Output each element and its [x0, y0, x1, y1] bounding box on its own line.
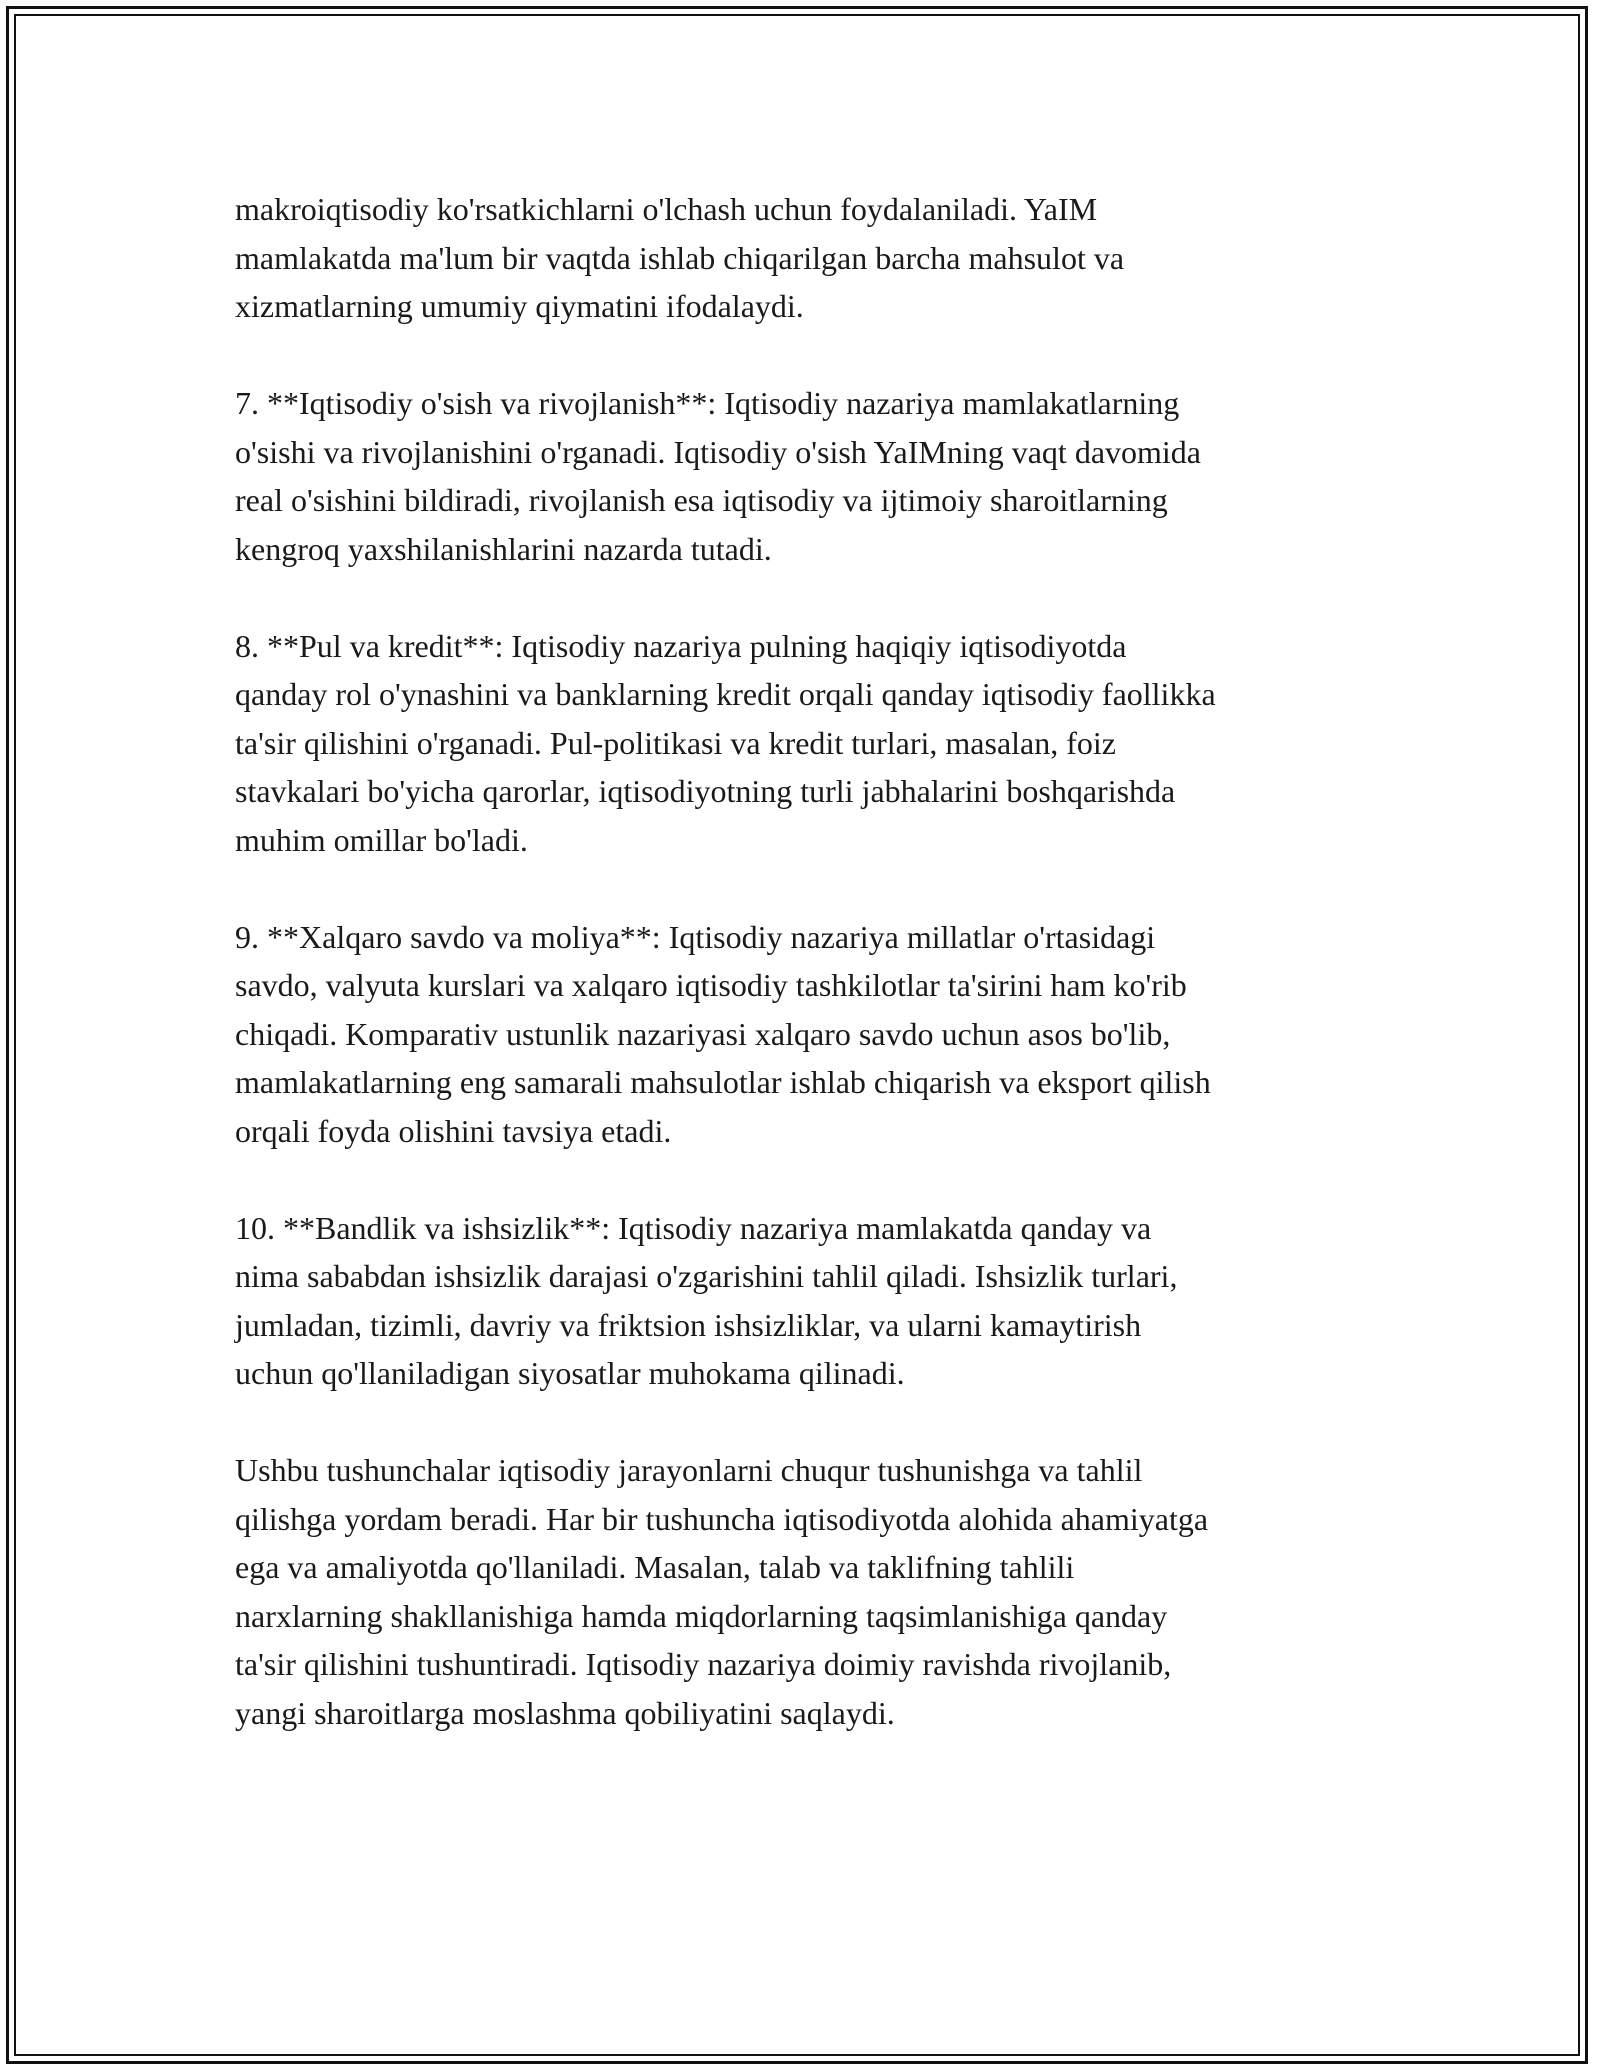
text-line: o'sishi va rivojlanishini o'rganadi. Iqtisodiy o'sish YaIMning vaqt davomida — [235, 433, 1201, 470]
text-line: muhim omillar bo'ladi. — [235, 821, 528, 858]
text-line: savdo, valyuta kurslari va xalqaro iqtisodiy tashkilotlar ta'sirini ham ko'rib — [235, 967, 1187, 1003]
text-line: kengroq yaxshilanishlarini nazarda tutadi. — [235, 530, 772, 567]
text-line: qilishga yordam beradi. Har bir tushuncha iqtisodiyotda alohida ahamiyatga — [235, 1500, 1209, 1537]
paragraph-item-7 — [235, 379, 1385, 573]
text-line: jumladan, tizimli, davriy va friktsion ishsizliklar, va ularni kamaytirish — [235, 1306, 1142, 1343]
paragraph-conclusion — [235, 1446, 1385, 1737]
text-line: ega va amaliyotda qo'llaniladi. Masalan, talab va taklifning tahlili — [235, 1549, 1075, 1585]
paragraph-item-8 — [235, 622, 1385, 865]
text-line: stavkalari bo'yicha qarorlar, iqtisodiyotning turli jabhalarini boshqarishda — [235, 773, 1176, 809]
text-line: 9. **Xalqaro savdo va moliya**: Iqtisodiy nazariya millatlar o'rtasidagi — [235, 918, 1156, 955]
text-line: nima sababdan ishsizlik darajasi o'zgarishini tahlil qiladi. Ishsizlik turlari, — [235, 1258, 1178, 1294]
text-line: chiqadi. Komparativ ustunlik nazariyasi xalqaro savdo uchun asos bo'lib, — [235, 1015, 1171, 1052]
paragraph-continuation — [235, 185, 1385, 331]
text-line: mamlakatda ma'lum bir vaqtda ishlab chiqarilgan barcha mahsulot va — [235, 239, 1125, 276]
text-line: real o'sishini bildiradi, rivojlanish esa iqtisodiy va ijtimoiy sharoitlarning — [235, 482, 1168, 518]
text-line: narxlarning shakllanishiga hamda miqdorlarning taqsimlanishiga qanday — [235, 1597, 1168, 1634]
text-line: Ushbu tushunchalar iqtisodiy jarayonlarni chuqur tushunishga va tahlil — [235, 1452, 1143, 1488]
text-line: yangi sharoitlarga moslashma qobiliyatini saqlaydi. — [235, 1694, 895, 1731]
text-line: ta'sir qilishini tushuntiradi. Iqtisodiy nazariya doimiy ravishda rivojlanib, — [235, 1646, 1172, 1682]
text-line: qanday rol o'ynashini va banklarning kredit orqali qanday iqtisodiy faollikka — [235, 676, 1216, 712]
text-line: uchun qo'llaniladigan siyosatlar muhokama qilinadi. — [235, 1355, 905, 1391]
text-line: xizmatlarning umumiy qiymatini ifodalaydi. — [235, 288, 804, 324]
text-line: 7. **Iqtisodiy o'sish va rivojlanish**: Iqtisodiy nazariya mamlakatlarning — [235, 385, 1180, 421]
text-line: 10. **Bandlik va ishsizlik**: Iqtisodiy nazariya mamlakatda qanday va — [235, 1209, 1152, 1246]
paragraph-item-10 — [235, 1204, 1385, 1398]
text-line: orqali foyda olishini tavsiya etadi. — [235, 1112, 672, 1149]
text-line: mamlakatlarning eng samarali mahsulotlar ishlab chiqarish va eksport qilish — [235, 1064, 1211, 1100]
text-line: ta'sir qilishini o'rganadi. Pul-politikasi va kredit turlari, masalan, foiz — [235, 724, 1116, 761]
text-line: 8. **Pul va kredit**: Iqtisodiy nazariya pulning haqiqiy iqtisodiyotda — [235, 627, 1127, 664]
document-body — [235, 185, 1385, 1786]
paragraph-item-9 — [235, 913, 1385, 1156]
text-line: makroiqtisodiy ko'rsatkichlarni o'lchash uchun foydalaniladi. YaIM — [235, 191, 1098, 227]
